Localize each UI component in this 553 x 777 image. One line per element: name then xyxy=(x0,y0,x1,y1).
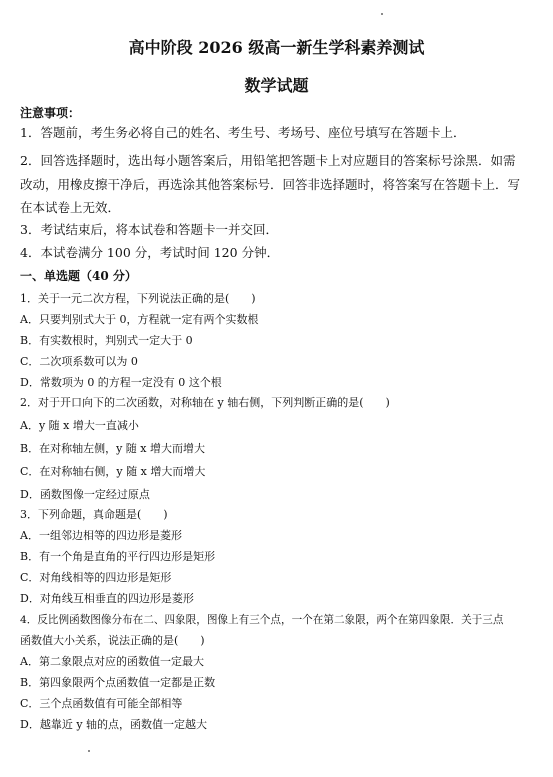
question-option: C．三个点函数值有可能全部相等 xyxy=(20,697,183,710)
notice-item: 1．答题前，考生务必将自己的姓名、考生号、考场号、座位号填写在答题卡上． xyxy=(20,125,466,140)
question-option: B．在对称轴左侧，y 随 x 增大而增大 xyxy=(20,442,205,455)
question-stem: 3．下列命题，真命题是( ) xyxy=(20,508,168,521)
question-option: C．对角线相等的四边形是矩形 xyxy=(20,571,172,584)
question-option: D．越靠近 y 轴的点，函数值一定越大 xyxy=(20,718,208,731)
question-option: A．一组邻边相等的四边形是菱形 xyxy=(20,529,182,542)
notice-item: 2．回答选择题时，选出每小题答案后，用铅笔把答题卡上对应题目的答案标号涂黑．如需 xyxy=(20,153,516,168)
question-option: B．有实数根时，判别式一定大于 0 xyxy=(20,334,193,347)
question-option: B．有一个角是直角的平行四边形是矩形 xyxy=(20,550,216,563)
notice-item: 4．本试卷满分 100 分，考试时间 120 分钟． xyxy=(20,245,280,260)
question-option: B．第四象限两个点函数值一定都是正数 xyxy=(20,676,216,689)
notice-item: 改动，用橡皮擦干净后，再选涂其他答案标号．回答非选择题时，将答案写在答题卡上．写 xyxy=(20,177,521,192)
question-stem: 2．对于开口向下的二次函数，对称轴在 y 轴右侧，下列判断正确的是( ) xyxy=(20,396,390,409)
question-option: D．函数图像一定经过原点 xyxy=(20,488,150,501)
section-heading: 一、单选题（40 分） xyxy=(20,269,137,283)
notice-item: 在本试卷上无效． xyxy=(20,200,121,215)
scan-dot xyxy=(381,13,383,15)
question-option: A．只要判别式大于 0，方程就一定有两个实数根 xyxy=(20,313,259,326)
question-option: A．第二象限点对应的函数值一定最大 xyxy=(20,655,204,668)
notice-heading: 注意事项： xyxy=(20,106,81,120)
scan-dot xyxy=(88,750,90,752)
question-stem: 1．关于一元二次方程，下列说法正确的是( ) xyxy=(20,292,256,305)
question-option: A．y 随 x 增大一直减小 xyxy=(20,419,139,432)
exam-subtitle: 数学试题 xyxy=(244,76,309,95)
question-option: C．二次项系数可以为 0 xyxy=(20,355,138,368)
question-stem: 4．反比例函数图像分布在二、四象限，图像上有三个点，一个在第二象限，两个在第四象限．关于三点 xyxy=(20,614,504,626)
exam-title: 高中阶段 2026 级高一新生学科素养测试 xyxy=(128,38,425,57)
question-option: D．对角线互相垂直的四边形是菱形 xyxy=(20,592,194,605)
notice-item: 3．考试结束后，将本试卷和答题卡一并交回． xyxy=(20,222,278,237)
question-option: C．在对称轴右侧，y 随 x 增大而增大 xyxy=(20,465,206,478)
question-stem-continued: 函数值大小关系，说法正确的是( ) xyxy=(20,634,205,647)
question-option: D．常数项为 0 的方程一定没有 0 这个根 xyxy=(20,376,222,389)
